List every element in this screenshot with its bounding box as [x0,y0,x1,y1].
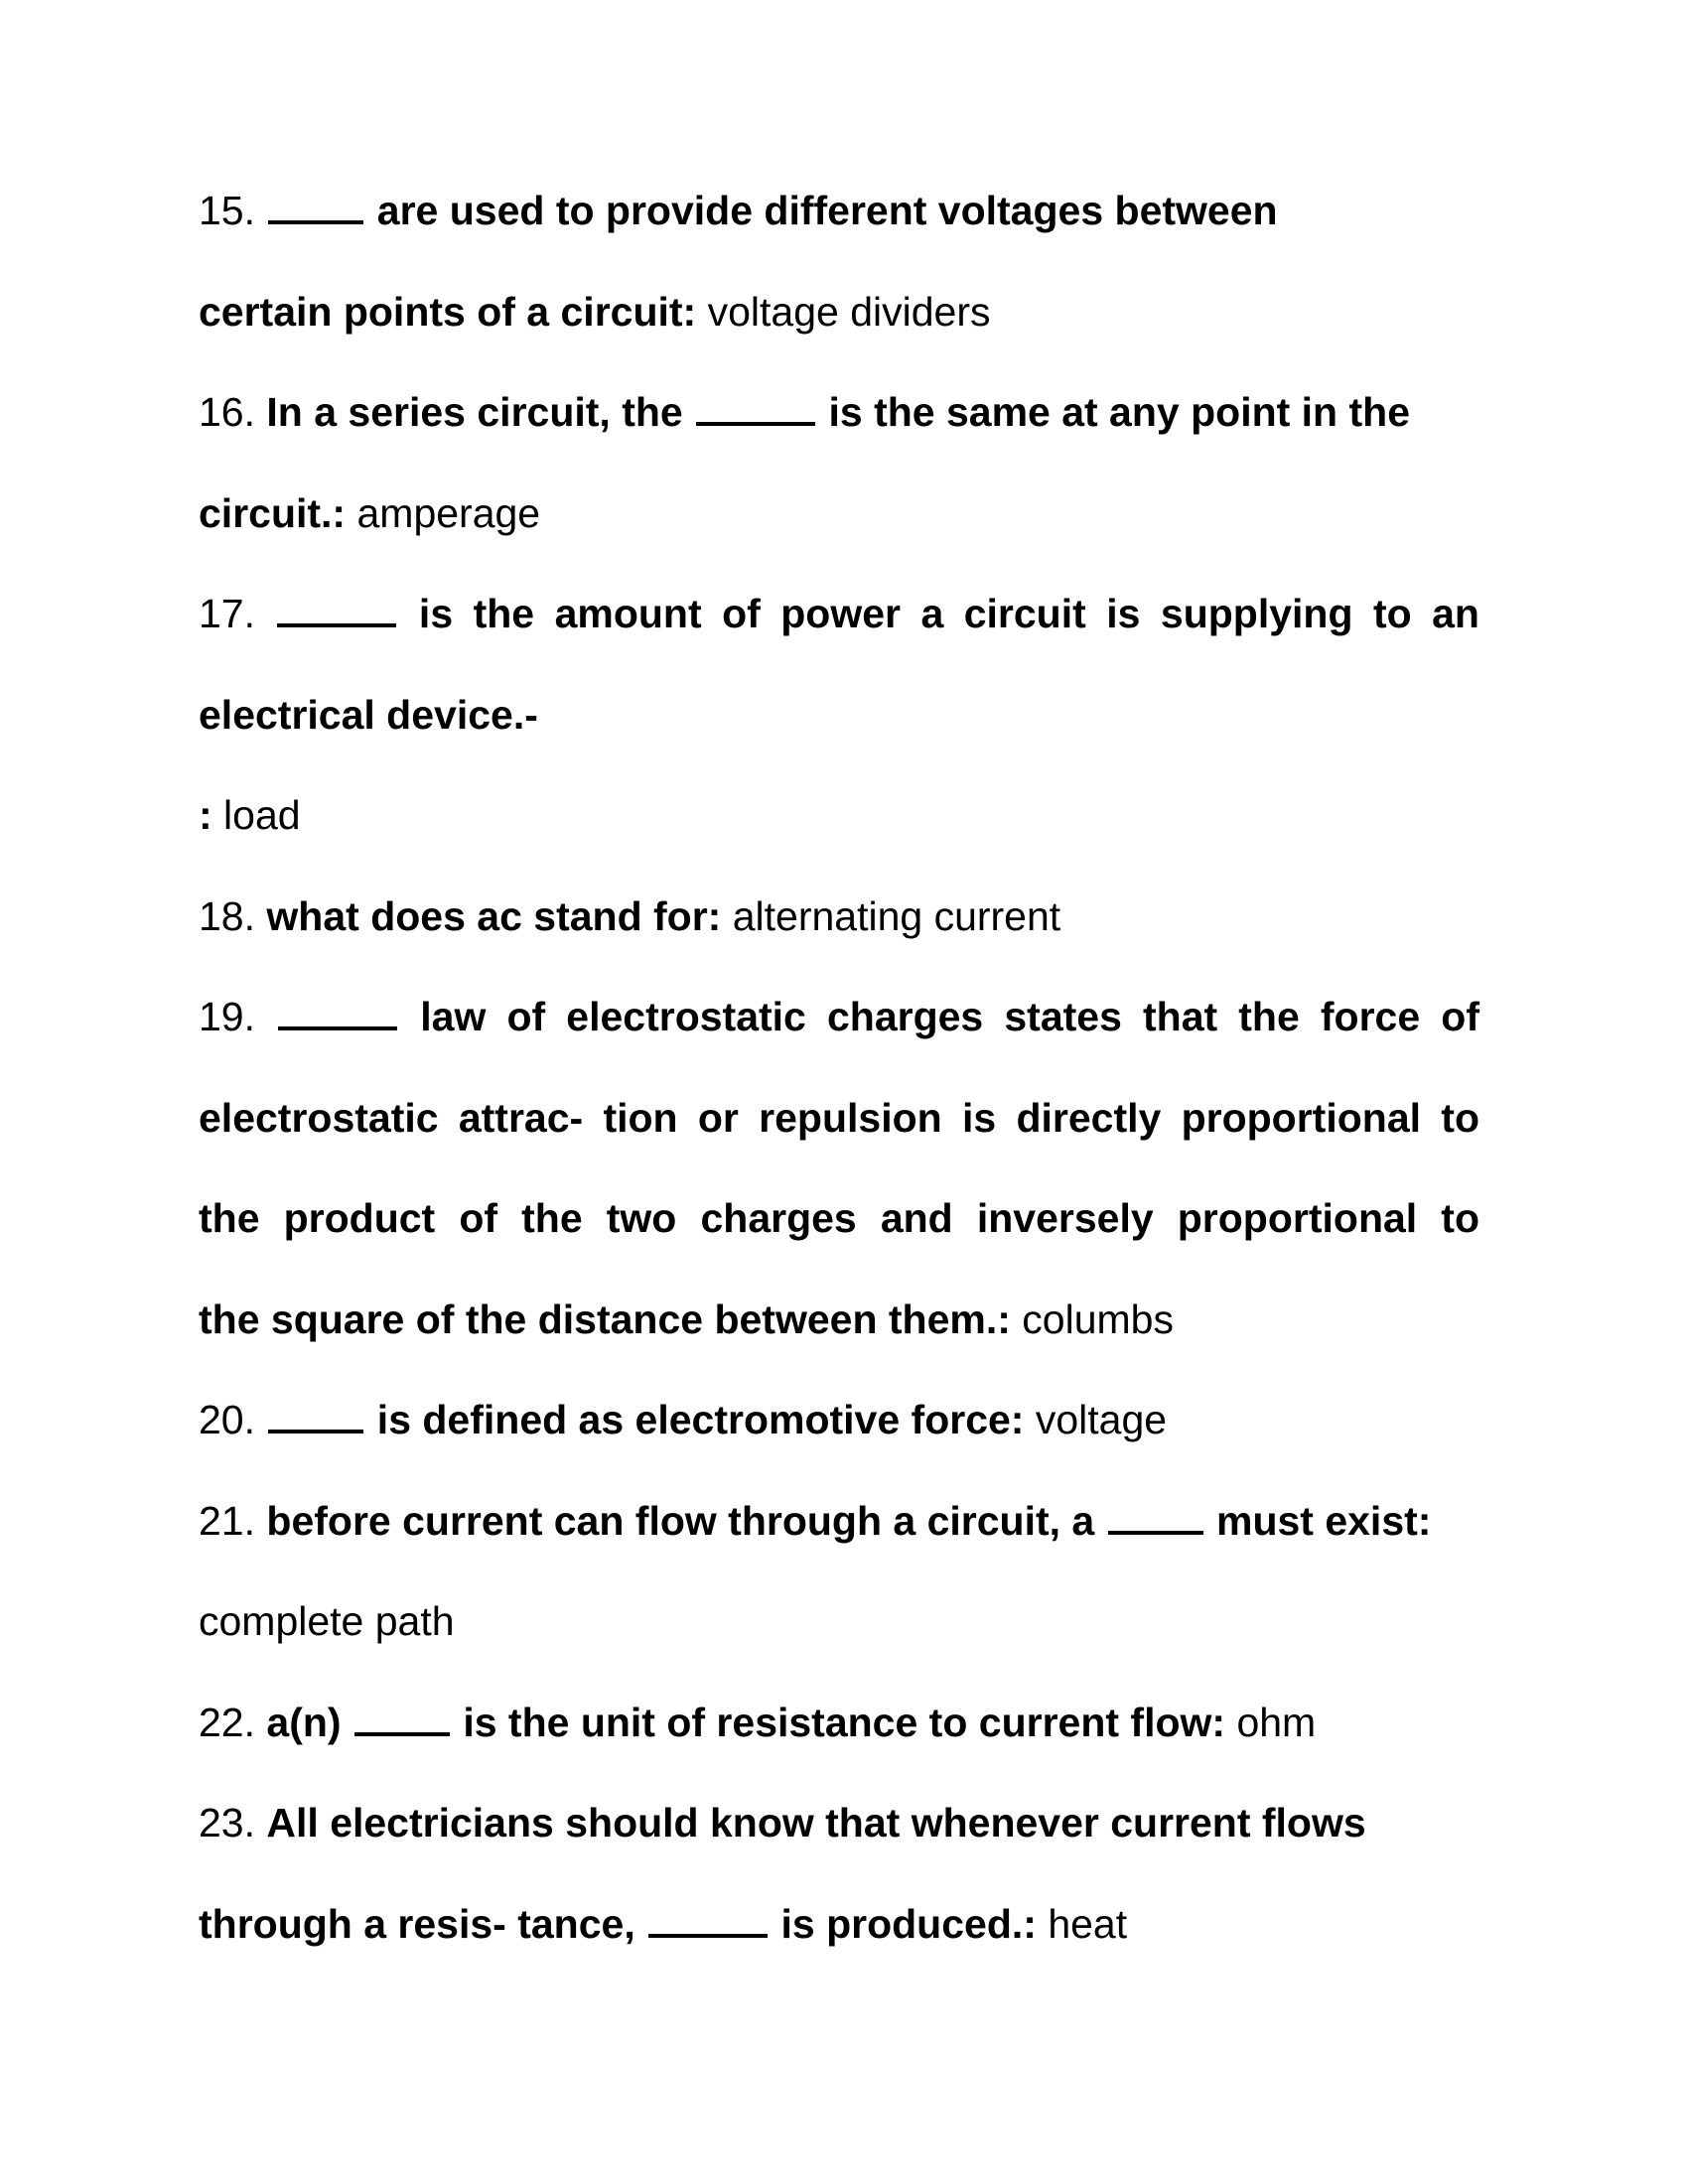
question-text: the square of the distance between them.: [199,1296,1011,1342]
answer-text: voltage dividers [696,288,991,335]
question-16-line-2 [199,487,1479,589]
answer-text: heat [1036,1900,1128,1947]
answer-blank [696,386,815,426]
question-text: electrostatic attrac- tion or repulsion is directly proportional to [199,1094,1479,1141]
question-text: must exist: [1204,1497,1432,1544]
answer-text: complete path [199,1598,455,1644]
question-number: 17. [199,591,255,636]
question-17-line-2 [199,689,1479,790]
question-number: 21. [199,1497,255,1544]
answer-text: ohm [1225,1699,1317,1745]
question-text: is produced.: [770,1900,1037,1947]
question-21-line-2 [199,1595,1479,1697]
question-text: certain points of a circuit: [199,288,697,335]
question-15-line-2 [199,286,1479,387]
question-text: before current can flow through a circuit, a [266,1497,1106,1544]
question-17-line-3 [199,789,1479,890]
question-text: the product of the two charges and inversely proportional to [199,1195,1479,1241]
question-text: is the amount of power a circuit is supplying to an [398,591,1479,636]
question-number: 22. [199,1699,255,1745]
question-text: circuit.: [199,489,347,536]
question-text: electrical device.- [199,691,538,738]
question-23-line-2 [199,1898,1479,1999]
answer-blank [354,1697,450,1736]
question-17-line-1 [199,588,1479,689]
answer-blank [1108,1495,1203,1535]
answer-text: amperage [346,489,541,536]
question-text: through a resis- tance, [199,1900,647,1947]
question-19-line-3 [199,1192,1479,1294]
question-number: 16. [199,389,255,435]
question-22-line-1 [199,1697,1479,1798]
question-text: is defined as electromotive force: [365,1397,1025,1442]
question-number: 18. [199,892,255,939]
quiz-document [199,185,1479,1998]
question-number: 20. [199,1397,255,1442]
question-text: law of electrostatic charges states that the force of [399,994,1479,1039]
question-text: what does ac stand for: [266,892,722,939]
question-20-line-1 [199,1394,1479,1495]
answer-blank [268,185,363,224]
question-text: a(n) [266,1699,352,1745]
question-number: 15. [199,188,255,233]
question-19-line-4 [199,1294,1479,1395]
question-number: 23. [199,1800,255,1845]
answer-blank [278,991,397,1030]
question-23-line-1 [199,1797,1479,1898]
question-text: All electricians should know that whenever current flows [266,1800,1366,1845]
answer-text: alternating current [721,892,1061,939]
question-text: : [199,792,212,838]
answer-text: load [211,792,301,838]
question-text: is the unit of resistance to current flow: [451,1699,1226,1745]
question-15-line-1 [199,185,1479,286]
answer-text: voltage [1024,1397,1168,1442]
question-text: are used to provide different voltages between [365,188,1278,233]
question-text: is the same at any point in the [817,389,1410,435]
question-19-line-1 [199,991,1479,1092]
question-text: In a series circuit, the [266,389,695,435]
answer-blank [648,1898,768,1938]
answer-blank [268,1394,363,1433]
question-16-line-1 [199,386,1479,487]
question-19-line-2 [199,1092,1479,1193]
question-18-line-1 [199,890,1479,992]
answer-text: columbs [1010,1296,1174,1342]
answer-blank [277,588,396,627]
question-21-line-1 [199,1495,1479,1596]
question-number: 19. [199,994,255,1039]
